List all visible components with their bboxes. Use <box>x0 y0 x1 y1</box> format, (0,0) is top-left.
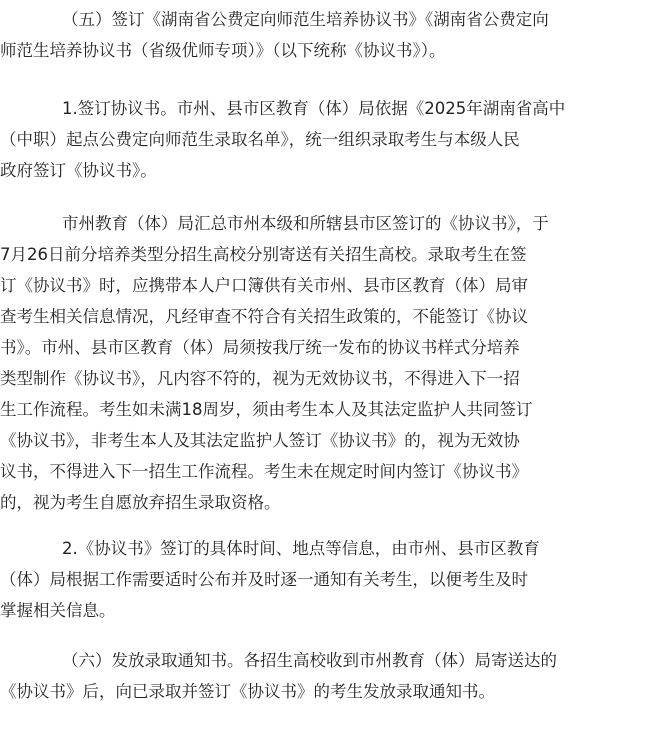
text-line: 市州教育（体）局汇总市州本级和所辖县市区签订的《协议书》，于 <box>62 214 549 233</box>
text-line: 书》。市州、县市区教育（体）局须按我厅统一发布的协议书样式分培养 <box>0 338 520 357</box>
text-line: 的，视为考生自愿放弃招生录取资格。 <box>0 493 281 512</box>
text-line: 2.《协议书》签订的具体时间、地点等信息，由市州、县市区教育 <box>62 539 540 558</box>
text-line: （体）局根据工作需要适时公布并及时逐一通知有关考生，以便考生及时 <box>0 570 528 589</box>
text-line: 政府签订《协议书》。 <box>0 161 157 180</box>
text-line: 1.签订协议书。市州、县市区教育（体）局依据《2025年湖南省高中 <box>62 99 566 118</box>
text-line: 订《协议书》时，应携带本人户口簿供有关市州、县市区教育（体）局审 <box>0 276 528 295</box>
text-line: 掌握相关信息。 <box>0 601 116 620</box>
text-line: 生工作流程。考生如未满18周岁，须由考生本人及其法定监护人共同签订 <box>0 400 533 419</box>
text-line: （中职）起点公费定向师范生录取名单》，统一组织录取考生与本级人民 <box>0 130 520 149</box>
text-line: 议书，不得进入下一招生工作流程。考生未在规定时间内签订《协议书》 <box>0 462 528 481</box>
text-line: （六）发放录取通知书。各招生高校收到市州教育（体）局寄送达的 <box>62 651 557 670</box>
text-line: （五）签订《湖南省公费定向师范生培养协议书》《湖南省公费定向 <box>62 10 549 29</box>
text-line: 《协议书》，非考生本人及其法定监护人签订《协议书》的，视为无效协 <box>0 431 520 450</box>
text-line: 7月26日前分培养类型分招生高校分别寄送有关招生高校。录取考生在签 <box>0 245 527 264</box>
text-line: 《协议书》后，向已录取并签订《协议书》的考生发放录取通知书。 <box>0 682 495 701</box>
text-line: 类型制作《协议书》，凡内容不符的，视为无效协议书，不得进入下一招 <box>0 369 520 388</box>
text-line: 师范生培养协议书（省级优师专项）》（以下统称《协议书》）。 <box>0 41 446 60</box>
text-line: 查考生相关信息情况，凡经审查不符合有关招生政策的，不能签订《协议 <box>0 307 528 326</box>
